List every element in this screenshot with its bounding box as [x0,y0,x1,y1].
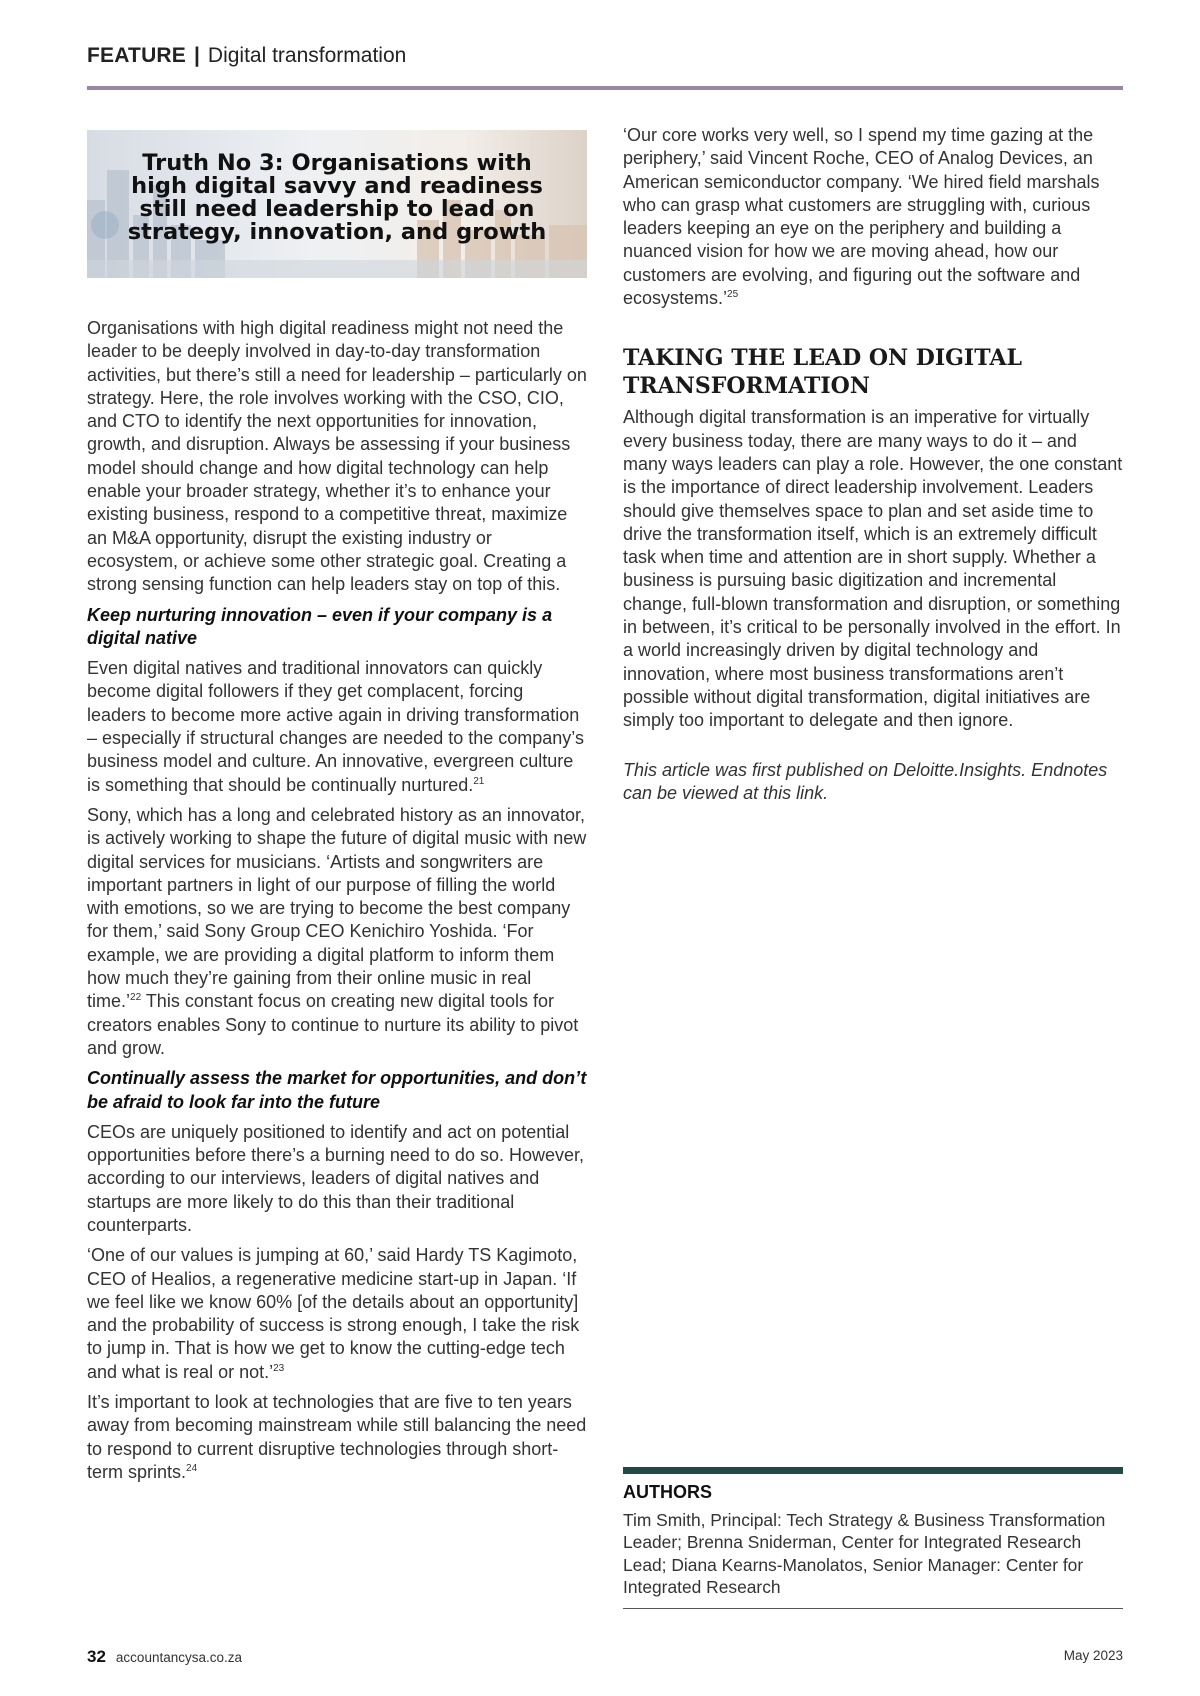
paragraph-text: Sony, which has a long and celebrated history as an innovator, is actively working to shape the future of digital music with new digital services for musicians. ‘Artists and songwriters are important partners in light of our purpose of filling the world with emotions, so we are trying to become the best company for them,’ said Sony Group CEO Kenichiro Yoshida. ‘For example, we are providing a digital platform to inform them how much they’re gaining from their online music in real time.’ [87,804,587,1012]
endnote-ref: 24 [186,1462,198,1474]
paragraph [87,804,587,1060]
endnote-ref: 22 [130,992,142,1004]
paragraph [87,1391,587,1484]
endnote-ref: 23 [273,1362,285,1374]
paragraph [87,1244,587,1384]
page-number: 32 [87,1647,106,1666]
footer-left [87,1647,242,1667]
paragraph-text: ‘One of our values is jumping at 60,’ said Hardy TS Kagimoto, CEO of Healios, a regenerative medicine start-up in Japan. ‘If we feel like we know 60% [of the details about an opportunity] and the probability of success is strong enough, I take the risk to jump in. That is how we get to know the cutting-edge tech and what is real or not.’ [87,1245,580,1382]
endnote-ref: 21 [473,775,485,787]
paragraph: Organisations with high digital readiness might not need the leader to be deeply involved in day-to-day transformation activities, but there’s still a need for leadership – particularly on strategy. Here, the role involves working with the CSO, CIO, and CTO to identify the next opportunities for innovation, growth, and disruption. Always be assessing if your business model should change and how digital technology can help enable your broader strategy, whether it’s to enhance your existing business, respond to a competitive threat, maximize an M&A opportunity, disrupt the existing industry or ecosystem, or achieve some other strategic goal. Creating a strong sensing function can help leaders stay on top of this. [87,318,587,595]
paragraph [87,657,587,797]
site-url[interactable]: accountancysa.co.za [115,1650,242,1665]
paragraph-text: Even digital natives and traditional innovators can quickly become digital followers if they get complacent, forcing leaders to become more active again in driving transformation – especially if structural changes are needed to the company’s business model and culture. An innovative, evergreen culture is something that should be continually nurtured. [87,658,584,795]
truth-banner [87,130,587,278]
banner-title: Truth No 3: Organisations with high digital savvy and readiness still need leadership to lead on strategy, innovation, and growth [127,150,547,245]
section-label: FEATURE [87,44,187,67]
left-column [87,130,587,1491]
paragraph: CEOs are uniquely positioned to identify and act on potential opportunities before there’s a burning need to do so. However, according to our interviews, leaders of digital natives and startups are more likely to do this than their traditional counterparts. [87,1121,584,1235]
paragraph: Although digital transformation is an imperative for virtually every business today, there are many ways to do it – and many ways leaders can play a role. However, the one constant is the importance of direct leadership involvement. Leaders should give themselves space to plan and set aside time to drive the transformation itself, which is an extremely difficult task when time and attention are in short supply. Whether a business is pursuing basic digitization and incremental change, full-blown transformation and disruption, or something in between, it’s critical to be personally involved in the effort. In a world increasingly driven by digital technology and innovation, where most business transformations aren’t possible without digital transformation, digital initiatives are simply too important to delegate and then ignore. [623,407,1123,731]
subheading: Continually assess the market for opportunities, and don’t be afraid to look far into the future [87,1068,587,1112]
section-heading: TAKING THE LEAD ON DIGITAL TRANSFORMATION [623,345,1022,400]
authors-top-rule [623,1467,1123,1474]
section-topic: Digital transformation [207,44,407,67]
right-column [623,124,1123,805]
paragraph-text: ‘Our core works very well, so I spend my time gazing at the periphery,’ said Vincent Roche, CEO of Analog Devices, an American semiconductor company. ‘We hired field marshals who can grasp what customers are struggling with, curious leaders keeping an eye on the periphery and building a nuanced vision for how we are moving ahead, how our customers are evolving, and figuring out the software and ecosystems.’ [623,125,1100,309]
paragraph [623,124,1123,310]
authors-title: AUTHORS [623,1482,712,1502]
issue-date: May 2023 [1063,1648,1123,1663]
authors-bottom-rule [623,1608,1123,1609]
left-body [87,317,587,1484]
publication-note: This article was first published on Deloitte.Insights. Endnotes can be viewed at this link. [623,759,1108,803]
endnote-ref: 25 [727,289,739,301]
subheading: Keep nurturing innovation – even if your company is a digital native [87,604,553,648]
authors-list: Tim Smith, Principal: Tech Strategy & Business Transformation Leader; Brenna Sniderman, Center for Integrated Research Lead; Diana Kearns-Manolatos, Senior Manager: Center for Integrated Research [623,1510,1106,1597]
running-header [87,44,406,68]
header-separator: | [194,44,200,67]
paragraph-text: It’s important to look at technologies that are five to ten years away from becoming mainstream while still balancing the need to respond to current disruptive technologies through short-term sprints. [87,1392,587,1482]
paragraph-text: This constant focus on creating new digital tools for creators enables Sony to continue to nurture its ability to pivot and grow. [87,991,579,1058]
header-rule [87,86,1123,90]
